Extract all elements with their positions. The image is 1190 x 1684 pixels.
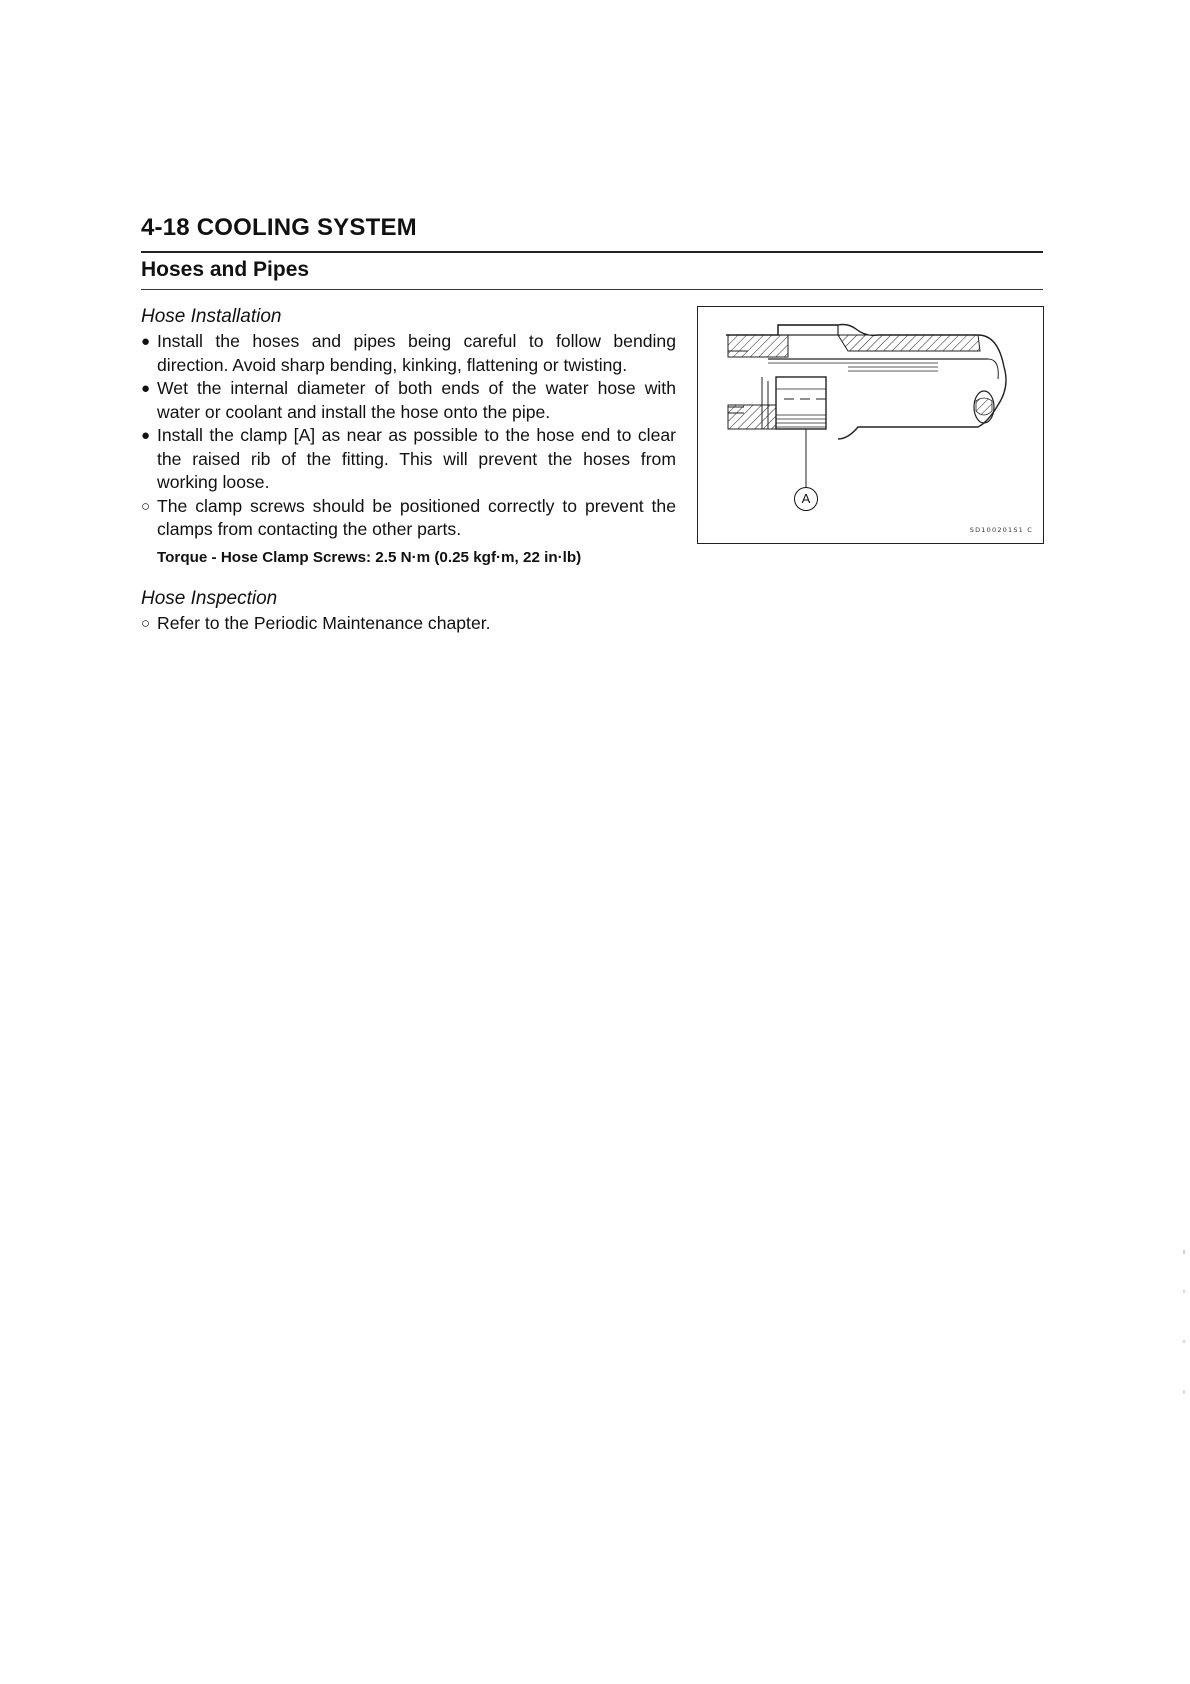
list-item-text: The clamp screws should be positioned correctly to prevent the clamps from contacting the other parts. xyxy=(157,495,676,539)
page-title: 4-18 COOLING SYSTEM xyxy=(141,214,417,241)
list-item xyxy=(141,424,676,495)
bullet-hollow-icon: ○ xyxy=(141,497,151,515)
figure-code: SD100201S1 C xyxy=(969,526,1033,534)
section-rule xyxy=(141,289,1043,290)
scan-edge-specks xyxy=(1183,1250,1186,1430)
content-column xyxy=(141,305,676,635)
list-item-text: Install the hoses and pipes being careful to follow bending direction. Avoid sharp bending, kinking, flattening or twisting. xyxy=(157,331,676,375)
list-item xyxy=(141,612,676,636)
bullet-hollow-icon: ○ xyxy=(141,614,151,632)
callout-a: A xyxy=(794,487,818,511)
section-title: Hoses and Pipes xyxy=(141,258,310,281)
list-item xyxy=(141,330,676,377)
list-item-text: Install the clamp [A] as near as possible to the hose end to clear the raised rib of the fitting. This will prevent the hoses from working loose. xyxy=(157,425,676,492)
list-item-text: Wet the internal diameter of both ends of the water hose with water or coolant and install the hose onto the pipe. xyxy=(157,378,676,422)
subhead-hose-inspection: Hose Inspection xyxy=(141,587,278,609)
hose-clamp-figure xyxy=(697,306,1044,544)
list-item xyxy=(141,495,676,542)
list-item xyxy=(141,377,676,424)
torque-spec: Torque - Hose Clamp Screws: 2.5 N·m (0.25 kgf·m, 22 in·lb) xyxy=(157,548,582,566)
hose-clamp-illustration xyxy=(698,307,1045,545)
bullet-filled-icon: ● xyxy=(141,427,151,444)
subhead-hose-installation: Hose Installation xyxy=(141,306,282,327)
header-rule xyxy=(141,251,1043,253)
list-item-text: Refer to the Periodic Maintenance chapter. xyxy=(157,612,491,633)
bullet-filled-icon: ● xyxy=(141,333,151,350)
bullet-filled-icon: ● xyxy=(141,380,151,397)
